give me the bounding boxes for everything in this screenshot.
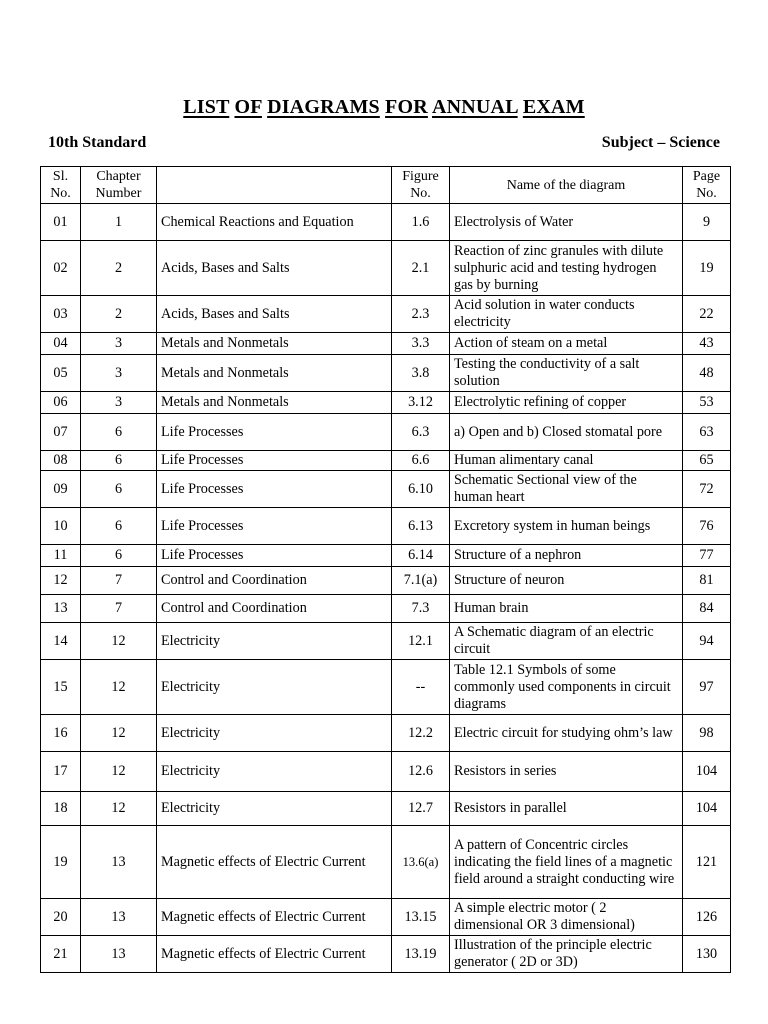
cell-page-no: 126 <box>683 899 731 936</box>
cell-chapter-number: 7 <box>81 567 157 595</box>
cell-figure-no: 1.6 <box>392 204 450 241</box>
cell-figure-no: 6.10 <box>392 471 450 508</box>
cell-diagram-name: Testing the conductivity of a salt solution <box>450 355 683 392</box>
title-word: ANNUAL <box>431 96 518 118</box>
cell-chapter-number: 1 <box>81 204 157 241</box>
cell-chapter-number: 12 <box>81 660 157 715</box>
cell-diagram-name: Action of steam on a metal <box>450 333 683 355</box>
subject-label: Subject – Science <box>601 134 720 151</box>
cell-chapter-number: 2 <box>81 296 157 333</box>
cell-diagram-name: Human alimentary canal <box>450 451 683 471</box>
cell-figure-no: 12.6 <box>392 752 450 792</box>
cell-chapter-number: 13 <box>81 899 157 936</box>
cell-chapter-number: 6 <box>81 471 157 508</box>
cell-sl-no: 04 <box>41 333 81 355</box>
cell-chapter-name: Control and Coordination <box>157 567 392 595</box>
cell-page-no: 98 <box>683 715 731 752</box>
cell-chapter-name: Metals and Nonmetals <box>157 355 392 392</box>
table-row <box>41 715 731 752</box>
cell-diagram-name: a) Open and b) Closed stomatal pore <box>450 414 683 451</box>
cell-page-no: 72 <box>683 471 731 508</box>
header-diagram-name: Name of the diagram <box>450 167 683 204</box>
cell-figure-no: 6.13 <box>392 508 450 545</box>
cell-chapter-number: 6 <box>81 414 157 451</box>
cell-diagram-name: A simple electric motor ( 2 dimensional OR 3 dimensional) <box>450 899 683 936</box>
header-page-no: Page No. <box>683 167 731 204</box>
cell-chapter-number: 12 <box>81 715 157 752</box>
cell-figure-no: 2.1 <box>392 241 450 296</box>
cell-figure-no: 6.6 <box>392 451 450 471</box>
cell-sl-no: 01 <box>41 204 81 241</box>
cell-diagram-name: Electrolytic refining of copper <box>450 392 683 414</box>
cell-diagram-name: Table 12.1 Symbols of some commonly used components in circuit diagrams <box>450 660 683 715</box>
table-row <box>41 752 731 792</box>
cell-sl-no: 10 <box>41 508 81 545</box>
table-row <box>41 414 731 451</box>
cell-sl-no: 16 <box>41 715 81 752</box>
cell-diagram-name: Illustration of the principle electric generator ( 2D or 3D) <box>450 936 683 973</box>
cell-sl-no: 18 <box>41 792 81 826</box>
cell-figure-no: 7.3 <box>392 595 450 623</box>
cell-diagram-name: Resistors in series <box>450 752 683 792</box>
cell-chapter-name: Control and Coordination <box>157 595 392 623</box>
cell-page-no: 104 <box>683 792 731 826</box>
cell-figure-no: 6.3 <box>392 414 450 451</box>
cell-chapter-name: Acids, Bases and Salts <box>157 241 392 296</box>
cell-page-no: 19 <box>683 241 731 296</box>
cell-chapter-name: Chemical Reactions and Equation <box>157 204 392 241</box>
table-body <box>41 204 731 973</box>
cell-sl-no: 14 <box>41 623 81 660</box>
cell-page-no: 76 <box>683 508 731 545</box>
cell-diagram-name: Schematic Sectional view of the human heart <box>450 471 683 508</box>
cell-chapter-number: 3 <box>81 392 157 414</box>
table-row <box>41 623 731 660</box>
cell-chapter-name: Metals and Nonmetals <box>157 333 392 355</box>
cell-diagram-name: Acid solution in water conducts electricity <box>450 296 683 333</box>
cell-sl-no: 12 <box>41 567 81 595</box>
cell-chapter-number: 12 <box>81 792 157 826</box>
cell-sl-no: 11 <box>41 545 81 567</box>
cell-diagram-name: Human brain <box>450 595 683 623</box>
cell-figure-no: 13.15 <box>392 899 450 936</box>
cell-figure-no: 3.8 <box>392 355 450 392</box>
cell-chapter-number: 6 <box>81 451 157 471</box>
cell-sl-no: 07 <box>41 414 81 451</box>
cell-page-no: 65 <box>683 451 731 471</box>
cell-chapter-name: Life Processes <box>157 508 392 545</box>
table-row <box>41 826 731 899</box>
header-sl-no: Sl. No. <box>41 167 81 204</box>
cell-diagram-name: Excretory system in human beings <box>450 508 683 545</box>
document-title <box>0 96 768 119</box>
cell-diagram-name: Electrolysis of Water <box>450 204 683 241</box>
cell-chapter-name: Magnetic effects of Electric Current <box>157 826 392 899</box>
cell-figure-no: 12.7 <box>392 792 450 826</box>
table-row <box>41 567 731 595</box>
title-word: OF <box>234 96 262 118</box>
cell-sl-no: 20 <box>41 899 81 936</box>
cell-page-no: 94 <box>683 623 731 660</box>
table-row <box>41 660 731 715</box>
cell-figure-no: -- <box>392 660 450 715</box>
table-row <box>41 545 731 567</box>
cell-chapter-number: 12 <box>81 752 157 792</box>
cell-diagram-name: Structure of neuron <box>450 567 683 595</box>
cell-page-no: 43 <box>683 333 731 355</box>
cell-sl-no: 21 <box>41 936 81 973</box>
table-row <box>41 936 731 973</box>
cell-page-no: 77 <box>683 545 731 567</box>
title-word: FOR <box>385 96 428 118</box>
cell-chapter-name: Electricity <box>157 623 392 660</box>
cell-page-no: 121 <box>683 826 731 899</box>
cell-chapter-number: 13 <box>81 826 157 899</box>
cell-sl-no: 05 <box>41 355 81 392</box>
cell-figure-no: 3.12 <box>392 392 450 414</box>
table-row <box>41 792 731 826</box>
cell-sl-no: 17 <box>41 752 81 792</box>
title-word: EXAM <box>522 96 585 118</box>
cell-page-no: 130 <box>683 936 731 973</box>
cell-page-no: 48 <box>683 355 731 392</box>
table-row <box>41 296 731 333</box>
cell-chapter-number: 2 <box>81 241 157 296</box>
cell-chapter-name: Magnetic effects of Electric Current <box>157 899 392 936</box>
table-row <box>41 355 731 392</box>
header-chapter-name <box>157 167 392 204</box>
table-row <box>41 333 731 355</box>
cell-chapter-name: Magnetic effects of Electric Current <box>157 936 392 973</box>
cell-figure-no: 12.2 <box>392 715 450 752</box>
cell-chapter-name: Life Processes <box>157 414 392 451</box>
cell-chapter-number: 6 <box>81 545 157 567</box>
header-chapter-number: Chapter Number <box>81 167 157 204</box>
title-word: DIAGRAMS <box>267 96 380 118</box>
cell-sl-no: 08 <box>41 451 81 471</box>
cell-chapter-number: 12 <box>81 623 157 660</box>
cell-diagram-name: Reaction of zinc granules with dilute sulphuric acid and testing hydrogen gas by burning <box>450 241 683 296</box>
cell-figure-no: 2.3 <box>392 296 450 333</box>
cell-figure-no: 7.1(a) <box>392 567 450 595</box>
table-row <box>41 451 731 471</box>
table-row <box>41 899 731 936</box>
cell-sl-no: 09 <box>41 471 81 508</box>
table-row <box>41 595 731 623</box>
cell-chapter-name: Electricity <box>157 660 392 715</box>
cell-page-no: 22 <box>683 296 731 333</box>
cell-chapter-name: Life Processes <box>157 451 392 471</box>
cell-chapter-name: Electricity <box>157 752 392 792</box>
cell-figure-no: 13.6(a) <box>392 826 450 899</box>
cell-page-no: 81 <box>683 567 731 595</box>
cell-figure-no: 6.14 <box>392 545 450 567</box>
cell-sl-no: 03 <box>41 296 81 333</box>
cell-figure-no: 3.3 <box>392 333 450 355</box>
cell-page-no: 63 <box>683 414 731 451</box>
cell-chapter-name: Electricity <box>157 792 392 826</box>
cell-sl-no: 02 <box>41 241 81 296</box>
cell-diagram-name: Structure of a nephron <box>450 545 683 567</box>
cell-chapter-number: 13 <box>81 936 157 973</box>
table-row <box>41 471 731 508</box>
cell-chapter-number: 6 <box>81 508 157 545</box>
cell-chapter-number: 3 <box>81 355 157 392</box>
cell-page-no: 104 <box>683 752 731 792</box>
cell-diagram-name: A pattern of Concentric circles indicating the field lines of a magnetic field around a straight conducting wire <box>450 826 683 899</box>
cell-sl-no: 19 <box>41 826 81 899</box>
cell-page-no: 9 <box>683 204 731 241</box>
cell-page-no: 84 <box>683 595 731 623</box>
cell-figure-no: 13.19 <box>392 936 450 973</box>
cell-diagram-name: Resistors in parallel <box>450 792 683 826</box>
cell-chapter-name: Life Processes <box>157 471 392 508</box>
cell-chapter-name: Life Processes <box>157 545 392 567</box>
cell-diagram-name: Electric circuit for studying ohm’s law <box>450 715 683 752</box>
cell-sl-no: 15 <box>41 660 81 715</box>
cell-chapter-name: Metals and Nonmetals <box>157 392 392 414</box>
table-row <box>41 392 731 414</box>
table-header-row <box>41 167 731 204</box>
diagrams-table <box>40 166 731 973</box>
cell-page-no: 53 <box>683 392 731 414</box>
cell-diagram-name: A Schematic diagram of an electric circuit <box>450 623 683 660</box>
table-row <box>41 204 731 241</box>
title-word: LIST <box>183 96 230 118</box>
cell-chapter-name: Acids, Bases and Salts <box>157 296 392 333</box>
cell-page-no: 97 <box>683 660 731 715</box>
cell-chapter-number: 3 <box>81 333 157 355</box>
cell-sl-no: 06 <box>41 392 81 414</box>
cell-chapter-number: 7 <box>81 595 157 623</box>
cell-sl-no: 13 <box>41 595 81 623</box>
cell-figure-no: 12.1 <box>392 623 450 660</box>
table-row <box>41 508 731 545</box>
header-figure-no: Figure No. <box>392 167 450 204</box>
standard-label: 10th Standard <box>48 134 147 151</box>
cell-chapter-name: Electricity <box>157 715 392 752</box>
table-row <box>41 241 731 296</box>
